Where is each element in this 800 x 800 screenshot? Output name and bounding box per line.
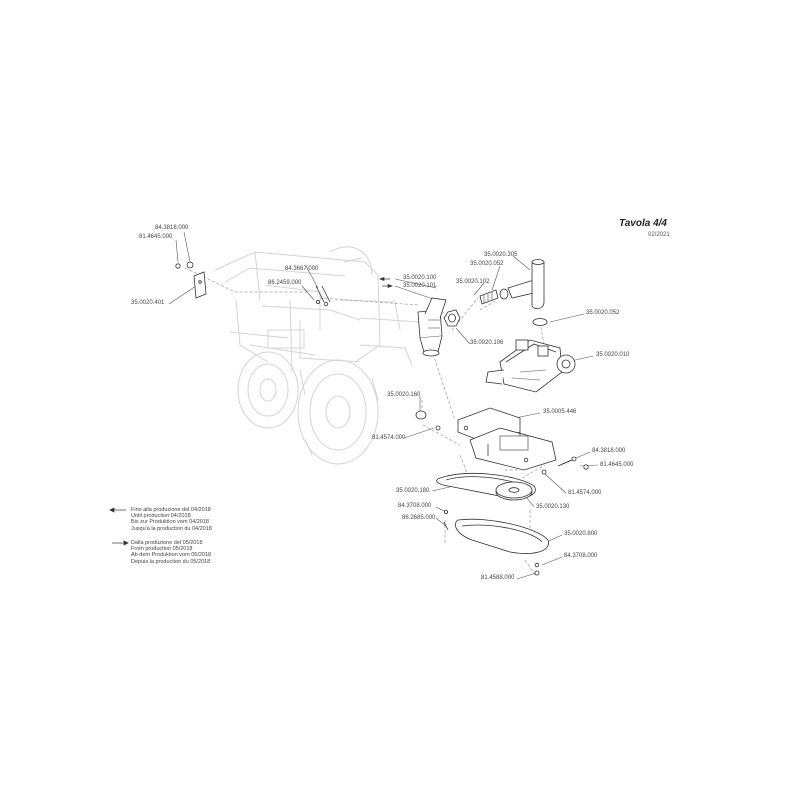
mounting-plate-icon xyxy=(458,408,556,470)
parts-group xyxy=(176,260,588,576)
tractor-outline xyxy=(215,247,420,464)
nut-icon xyxy=(535,563,539,567)
seal-washer-icon xyxy=(533,319,547,326)
legend-line: Dalla produzione del 05/2018 xyxy=(131,540,203,546)
sheet-title: Tavola 4/4 xyxy=(619,218,667,229)
part-label[interactable]: 35.0020.010 xyxy=(596,352,630,358)
part-label[interactable]: 35.0020.130 xyxy=(536,504,570,510)
part-label[interactable]: 35.0020.401 xyxy=(131,300,165,306)
hex-nut-icon xyxy=(444,310,460,326)
washer-icon xyxy=(444,510,447,513)
legend-line: From production 05/2018 xyxy=(131,546,193,553)
legend-line: Until production 04/2018 xyxy=(131,513,191,520)
sheet-date: 02/2021 xyxy=(648,232,670,238)
part-label[interactable]: 35.0020.052 xyxy=(586,310,620,316)
spacer-icon xyxy=(416,411,426,419)
part-label[interactable]: 84.3818.000 xyxy=(155,225,189,231)
part-label[interactable]: 86.2459.000 xyxy=(268,280,302,286)
part-label[interactable]: 35.0020.305 xyxy=(484,252,518,258)
legend-line: Depuis la production du 05/2018 xyxy=(131,558,211,565)
part-label[interactable]: 35.0020.052 xyxy=(470,261,504,267)
pipe-nipple-icon xyxy=(480,290,498,304)
legend-line: Bis zur Produktion vom 04/2018 xyxy=(131,519,209,526)
part-label[interactable]: 35.0020.102 xyxy=(456,279,490,285)
legend-line: Fino alla produzione del 04/2018 xyxy=(131,507,211,513)
part-label[interactable]: 84.3818.000 xyxy=(592,448,626,454)
part-label[interactable]: 35.0005.446 xyxy=(543,409,577,415)
part-label[interactable]: 81.4574.000 xyxy=(568,490,602,496)
part-label[interactable]: 81.4645.000 xyxy=(600,462,634,468)
part-label[interactable]: 35.0020.900 xyxy=(564,531,598,537)
bolt-icon xyxy=(535,571,539,575)
part-label[interactable]: 81.4588.000 xyxy=(481,575,515,581)
part-label[interactable]: 35.0020.180 xyxy=(396,488,430,494)
pulley-icon xyxy=(496,482,532,500)
belt-guard-icon xyxy=(455,519,548,553)
bracket-icon xyxy=(194,272,206,298)
legend-line: Jusqu'à la production du 04/2018 xyxy=(131,525,212,532)
legend-from-production xyxy=(131,540,211,565)
part-label[interactable]: 84.3708.000 xyxy=(564,553,598,559)
washer-icon xyxy=(500,289,508,299)
nut-icon xyxy=(176,264,180,268)
pump-icon xyxy=(486,340,575,392)
screw-icon xyxy=(444,522,448,530)
bolt-icon xyxy=(187,262,193,268)
bolt-icon xyxy=(558,460,572,466)
part-label[interactable]: 84.3708.000 xyxy=(398,503,432,509)
part-label[interactable]: 81.4574.000 xyxy=(372,435,406,441)
part-label[interactable]: 84.3667.000 xyxy=(285,266,319,272)
part-label[interactable]: 35.0020.160 xyxy=(387,392,421,398)
legend-until-production xyxy=(131,507,212,532)
part-label[interactable]: 35.0020.101 xyxy=(403,283,437,289)
part-label[interactable]: 81.4645.000 xyxy=(139,234,173,240)
nut-icon xyxy=(436,426,440,430)
part-label[interactable]: 86.2685.000 xyxy=(402,515,436,521)
legend-line: Ab dem Produktion vom 05/2018 xyxy=(131,552,212,559)
part-label[interactable]: 35.0020.106 xyxy=(470,340,504,346)
filter-icon xyxy=(418,298,446,356)
part-label[interactable]: 35.0020.100 xyxy=(403,275,437,281)
